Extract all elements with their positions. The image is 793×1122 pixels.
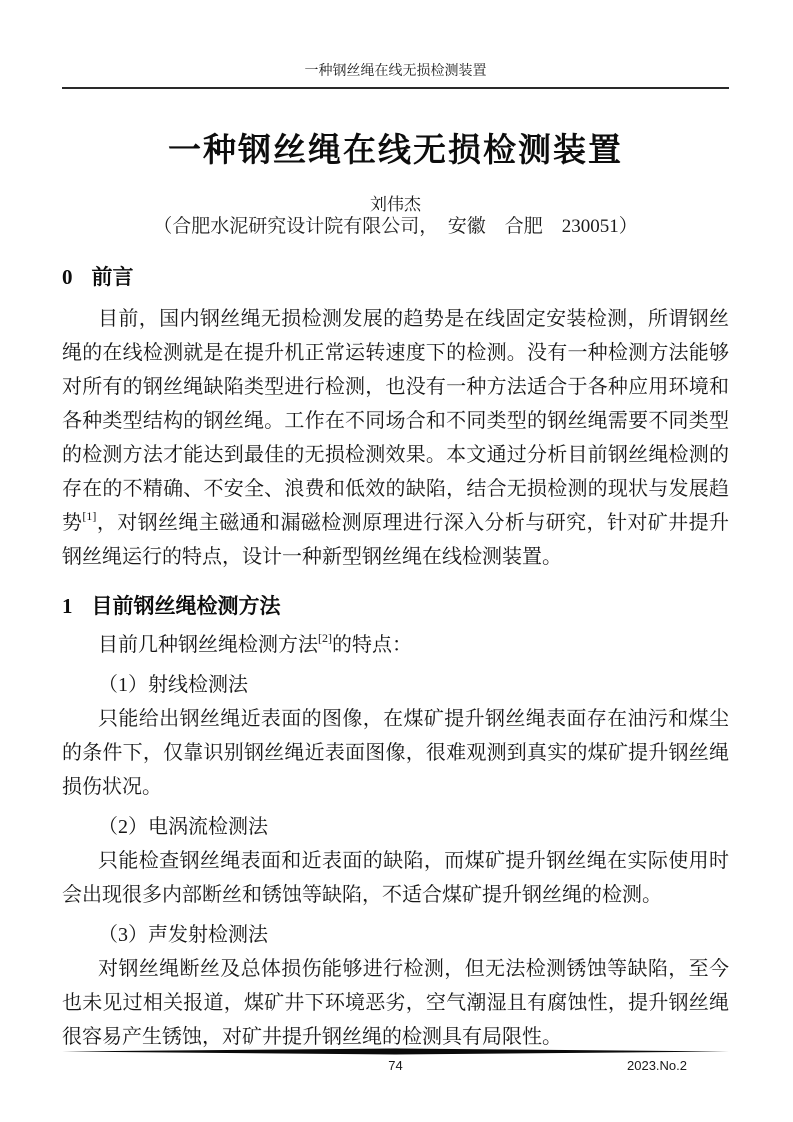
author-name: 刘伟杰 xyxy=(370,195,421,214)
section-0-number: 0 xyxy=(62,265,73,289)
footer-rule xyxy=(62,1048,729,1055)
section-1-intro xyxy=(62,628,729,662)
method-1-label: （1）射线检测法 xyxy=(98,674,248,696)
method-3-label: （3）声发射检测法 xyxy=(98,924,268,946)
section-1-intro-text-cont: 的特点： xyxy=(332,634,412,656)
section-0-title: 前言 xyxy=(91,266,134,289)
article-body xyxy=(62,129,729,1054)
running-header-title: 一种钢丝绳在线无损检测装置 xyxy=(304,64,487,79)
method-2-label: （2）电涡流检测法 xyxy=(98,816,268,838)
section-1-title: 目前钢丝绳检测方法 xyxy=(91,595,281,618)
section-1-heading xyxy=(62,594,729,619)
section-1-number: 1 xyxy=(62,594,73,618)
citation-ref-1: [1] xyxy=(82,509,97,524)
page-number: 74 xyxy=(388,1058,403,1073)
method-1-description: 只能给出钢丝绳近表面的图像，在煤矿提升钢丝绳表面存在油污和煤尘的条件下，仅靠识别钢丝绳近表面图像，很难观测到真实的煤矿提升钢丝绳损伤状况。 xyxy=(62,708,729,798)
article-title: 一种钢丝绳在线无损检测装置 xyxy=(168,131,623,168)
running-header xyxy=(62,62,729,89)
page-footer xyxy=(62,1048,729,1074)
citation-ref-2: [2] xyxy=(318,631,332,646)
section-1-intro-text: 目前几种钢丝绳检测方法 xyxy=(98,634,318,656)
footer-row xyxy=(62,1057,729,1074)
method-3-description: 对钢丝绳断丝及总体损伤能够进行检测，但无法检测锈蚀等缺陷，至今也未见过相关报道，煤矿井下环境恶劣，空气潮湿且有腐蚀性，提升钢丝绳很容易产生锈蚀，对矿井提升钢丝绳的检测具有局限性。 xyxy=(62,958,729,1048)
issue-label: 2023.No.2 xyxy=(627,1058,687,1073)
section-0-paragraph-text-cont: ，对钢丝绳主磁通和漏磁检测原理进行深入分析与研究，针对矿井提升钢丝绳运行的特点，设计一种新型钢丝绳在线检测装置。 xyxy=(62,512,729,568)
method-2-description: 只能检查钢丝绳表面和近表面的缺陷，而煤矿提升钢丝绳在实际使用时会出现很多内部断丝和锈蚀等缺陷，不适合煤矿提升钢丝绳的检测。 xyxy=(62,850,729,906)
author-affiliation: （合肥水泥研究设计院有限公司， 安徽 合肥 230051） xyxy=(153,216,638,237)
section-0-paragraph-text: 目前，国内钢丝绳无损检测发展的趋势是在线固定安装检测，所谓钢丝绳的在线检测就是在提升机正常运转速度下的检测。没有一种检测方法能够对所有的钢丝绳缺陷类型进行检测，也没有一种方法适合于各种应用环境和各种类型结构的钢丝绳。工作在不同场合和不同类型的钢丝绳需要不同类型的检测方法才能达到最佳的无损检测效果。本文通过分析目前钢丝绳检测的存在的不精确、不安全、浪费和低效的缺陷，结合无损检测的现状与发展趋势 xyxy=(62,308,729,534)
section-0-heading xyxy=(62,265,729,290)
section-0-paragraph xyxy=(62,302,729,574)
